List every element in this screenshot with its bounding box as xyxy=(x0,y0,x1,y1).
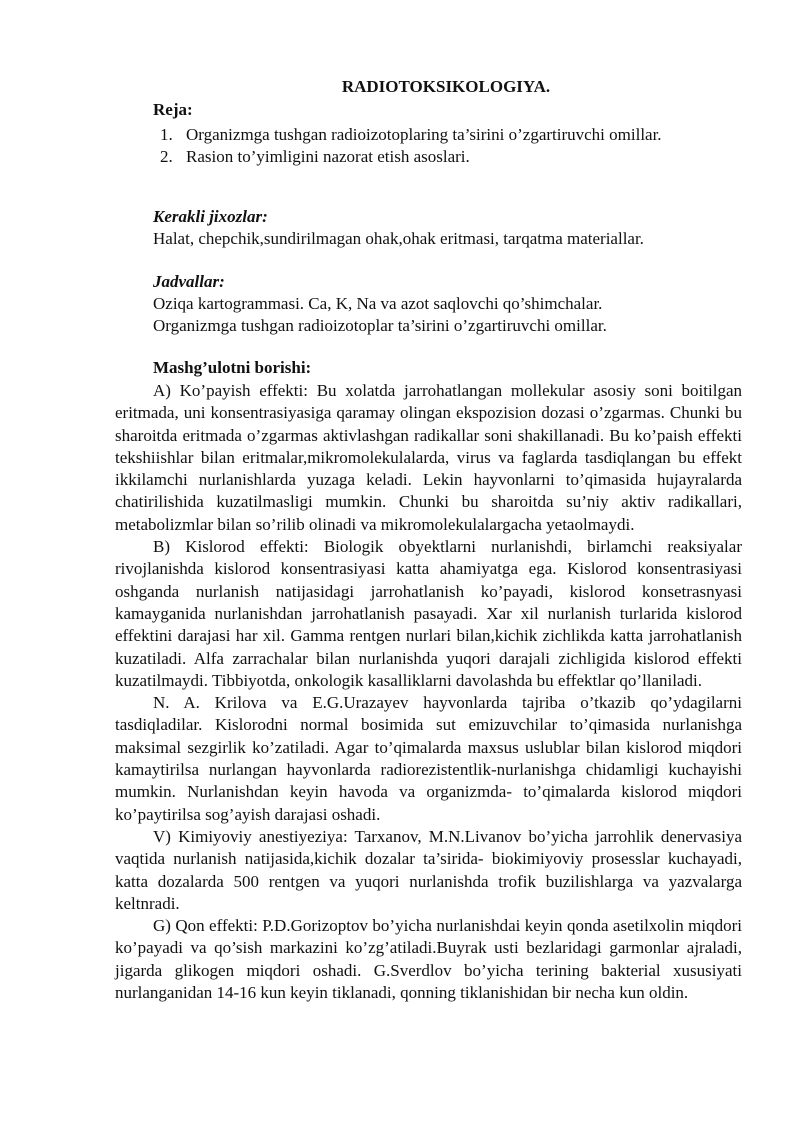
equipment-text: Halat, chepchik,sundirilmagan ohak,ohak eritmasi, tarqatma materiallar. xyxy=(153,229,644,248)
procedure-body xyxy=(115,380,742,1004)
plan-heading: Reja: xyxy=(153,100,193,119)
plan-list xyxy=(160,124,715,169)
equipment-heading: Kerakli jixozlar: xyxy=(153,207,268,226)
plan-item xyxy=(160,124,715,146)
procedure-heading: Mashg’ulotni borishi: xyxy=(153,358,312,377)
plan-item xyxy=(160,146,715,168)
plan-item-number: 2. xyxy=(160,147,173,167)
tables-heading: Jadvallar: xyxy=(153,272,225,291)
plan-item-text: Organizmga tushgan radioizotoplaring ta’sirini o’zgartiruvchi omillar. xyxy=(186,125,662,144)
paragraph: V) Kimiyoviy anestiyeziya: Tarxanov, M.N.Livanov bo’yicha jarrohlik denervasiya vaqtida nurlanish natijasida,kichik dozalar ta’sirida- biokimiyoviy prosesslar kuchayadi, katta dozalarda 500 rentgen va yuqori nurlanishda trofik buzilishlarga va yazvalarga keltnradi. xyxy=(115,826,742,913)
paragraph: B) Kislorod effekti: Biologik obyektlarni nurlanishdi, birlamchi reaksiyalar rivojlanishda kislorod konsentrasiyasi katta ahamiyatga ega. Kislorod konsentrasiyasi oshganda nurlanish natijasidagi jarrohatlanish ko’payadi, kislorod konsetrasnyasi kamayganida nurlanishdan jarrohatlanish pasayadi. Xar xil nurlanish turlarida kislorod effektini darajasi har xil. Gamma rentgen nurlari bilan,kichik zichlikda katta jarrohatlanish kuzatiladi. Alfa zarrachalar bilan nurlanishda yuqori darajali zichligida kislorod effekti kuzatilmaydi. Tibbiyotda, onkologik kasalliklarni davolashda bu effektlar qo’llaniladi. xyxy=(115,537,742,690)
document-title: RADIOTOKSIKOLOGIYA. xyxy=(341,77,551,96)
paragraph: G) Qon effekti: P.D.Gorizoptov bo’yicha nurlanishdai keyin qonda asetilxolin miqdori ko’payadi va qo’sish markazini ko’zg’atiladi.Buyrak usti bezlaridagi garmonlar ajraladi, jigarda glikogen miqdori oshadi. G.Sverdlov bo’yicha terining bakterial xususiyati nurlanganidan 14-16 kun keyin tiklanadi, qonning tiklanishidan bir necha kun oldin. xyxy=(115,916,742,1003)
paragraph: N. A. Krilova va E.G.Urazayev hayvonlarda tajriba o’tkazib qo’ydagilarni tasdiqladilar. Kislorodni normal bosimida sut emizuvchilar to’qimasida nurlanishga maksimal sezgirlik ko’zatiladi. Agar to’qimalarda maxsus uslublar bilan kislorod miqdori kamaytirilsa nurlangan hayvonlarda radiorezistentlik-nurlanishga chidamligi kuchayishi mumkin. Nurlanishdan keyin havoda va organizmda- to’qimalarda kislorod miqdori ko’paytirilsa sog’ayish darajasi oshadi. xyxy=(115,693,742,824)
plan-item-number: 1. xyxy=(160,125,173,144)
tables-line: Organizmga tushgan radioizotoplar ta’sirini o’zgartiruvchi omillar. xyxy=(153,316,607,335)
plan-item-text: Rasion to’yimligini nazorat etish asoslari. xyxy=(186,147,470,167)
tables-line: Oziqa kartogrammasi. Ca, K, Na va azot saqlovchi qo’shimchalar. xyxy=(153,294,603,313)
paragraph: A) Ko’payish effekti: Bu xolatda jarrohatlangan mollekular asosiy soni boitilgan eritmada, uni konsentrasiyasiga qaramay olingan ekspozision dozasi o’zgarmas. Chunki bu sharoitda eritmada o’zgarmas aktivlashgan radikallar soni shakillanadi. Bu ko’paish effekti tekshiishlar bilan eritmalar,mikromolekulalarda, virus va faglarda tasdiqlangan bu effekt ikkilamchi nurlanishlarda yuzaga keladi. Lekin hayvonlarni to’qimasida hujayralarda chatirilishida kuzatilmasligi mumkin. Chunki bu sharoitda su’niy aktiv radikallari, metabolizmlar bilan so’rilib olinadi va mikromolekulalargacha yetaolmaydi. xyxy=(115,381,742,534)
